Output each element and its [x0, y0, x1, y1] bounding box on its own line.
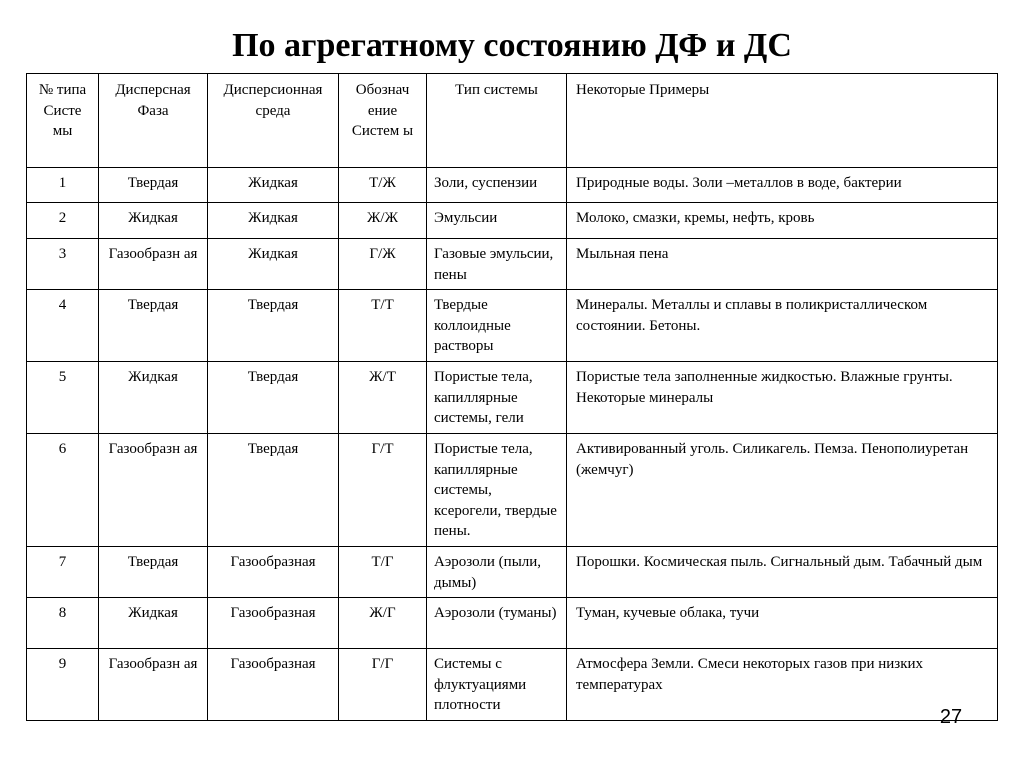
cell-dispersion-medium: Жидкая [208, 168, 339, 203]
table-header-row [27, 74, 998, 168]
cell-examples: Пористые тела заполненные жидкостью. Влажные грунты. Некоторые минералы [567, 362, 998, 434]
cell-system-number: 6 [27, 434, 99, 547]
cell-system-type: Твердые коллоидные растворы [427, 290, 567, 362]
cell-dispersion-medium: Газообразная [208, 598, 339, 649]
cell-examples: Атмосфера Земли. Смеси некоторых газов при низких температурах [567, 649, 998, 721]
cell-dispersed-phase: Твердая [99, 168, 208, 203]
cell-system-number: 2 [27, 203, 99, 239]
table-row [27, 434, 998, 547]
header-examples: Некоторые Примеры [567, 74, 998, 168]
page-title: По агрегатному состоянию ДФ и ДС [232, 27, 792, 64]
header-system-number: № типа Систе мы [27, 74, 99, 168]
cell-system-type: Аэрозоли (пыли, дымы) [427, 547, 567, 598]
cell-dispersed-phase: Жидкая [99, 203, 208, 239]
cell-system-number: 4 [27, 290, 99, 362]
cell-system-type: Эмульсии [427, 203, 567, 239]
cell-dispersion-medium: Газообразная [208, 547, 339, 598]
cell-system-type: Системы с флуктуациями плотности [427, 649, 567, 721]
table-row [27, 168, 998, 203]
table-row [27, 362, 998, 434]
cell-system-type: Золи, суспензии [427, 168, 567, 203]
cell-system-symbol: Ж/Т [339, 362, 427, 434]
cell-examples: Активированный уголь. Силикагель. Пемза. Пенополиуретан (жемчуг) [567, 434, 998, 547]
cell-system-symbol: Ж/Г [339, 598, 427, 649]
cell-system-type: Пористые тела, капиллярные системы, ксерогели, твердые пены. [427, 434, 567, 547]
table-row [27, 649, 998, 721]
cell-examples: Минералы. Металлы и сплавы в поликристаллическом состоянии. Бетоны. [567, 290, 998, 362]
table-row [27, 290, 998, 362]
cell-system-symbol: Г/Ж [339, 239, 427, 290]
cell-system-symbol: Г/Т [339, 434, 427, 547]
cell-dispersion-medium: Жидкая [208, 203, 339, 239]
cell-system-number: 8 [27, 598, 99, 649]
cell-dispersion-medium: Газообразная [208, 649, 339, 721]
cell-system-type: Газовые эмульсии, пены [427, 239, 567, 290]
cell-system-symbol: Т/Ж [339, 168, 427, 203]
cell-system-type: Аэрозоли (туманы) [427, 598, 567, 649]
table-row [27, 598, 998, 649]
table-row [27, 547, 998, 598]
cell-examples: Молоко, смазки, кремы, нефть, кровь [567, 203, 998, 239]
cell-system-number: 7 [27, 547, 99, 598]
cell-system-number: 5 [27, 362, 99, 434]
cell-dispersed-phase: Твердая [99, 290, 208, 362]
cell-dispersion-medium: Твердая [208, 290, 339, 362]
table-row [27, 239, 998, 290]
header-system-symbol: Обознач ение Систем ы [339, 74, 427, 168]
cell-system-number: 9 [27, 649, 99, 721]
cell-system-symbol: Т/Т [339, 290, 427, 362]
header-dispersion-medium: Дисперсионная среда [208, 74, 339, 168]
header-dispersed-phase: Дисперсная Фаза [99, 74, 208, 168]
page-number: 27 [939, 706, 963, 728]
cell-system-number: 3 [27, 239, 99, 290]
cell-system-symbol: Ж/Ж [339, 203, 427, 239]
dispersion-systems-table [26, 73, 998, 721]
cell-system-type: Пористые тела, капиллярные системы, гели [427, 362, 567, 434]
header-system-type: Тип системы [427, 74, 567, 168]
cell-system-number: 1 [27, 168, 99, 203]
cell-examples: Мыльная пена [567, 239, 998, 290]
cell-dispersion-medium: Твердая [208, 362, 339, 434]
cell-examples: Туман, кучевые облака, тучи [567, 598, 998, 649]
cell-dispersed-phase: Газообразн ая [99, 239, 208, 290]
cell-dispersed-phase: Жидкая [99, 598, 208, 649]
cell-dispersion-medium: Жидкая [208, 239, 339, 290]
cell-dispersion-medium: Твердая [208, 434, 339, 547]
cell-dispersed-phase: Жидкая [99, 362, 208, 434]
cell-examples: Природные воды. Золи –металлов в воде, бактерии [567, 168, 998, 203]
cell-dispersed-phase: Твердая [99, 547, 208, 598]
cell-dispersed-phase: Газообразн ая [99, 434, 208, 547]
cell-system-symbol: Г/Г [339, 649, 427, 721]
cell-dispersed-phase: Газообразн ая [99, 649, 208, 721]
cell-system-symbol: Т/Г [339, 547, 427, 598]
table-row [27, 203, 998, 239]
cell-examples: Порошки. Космическая пыль. Сигнальный дым. Табачный дым [567, 547, 998, 598]
